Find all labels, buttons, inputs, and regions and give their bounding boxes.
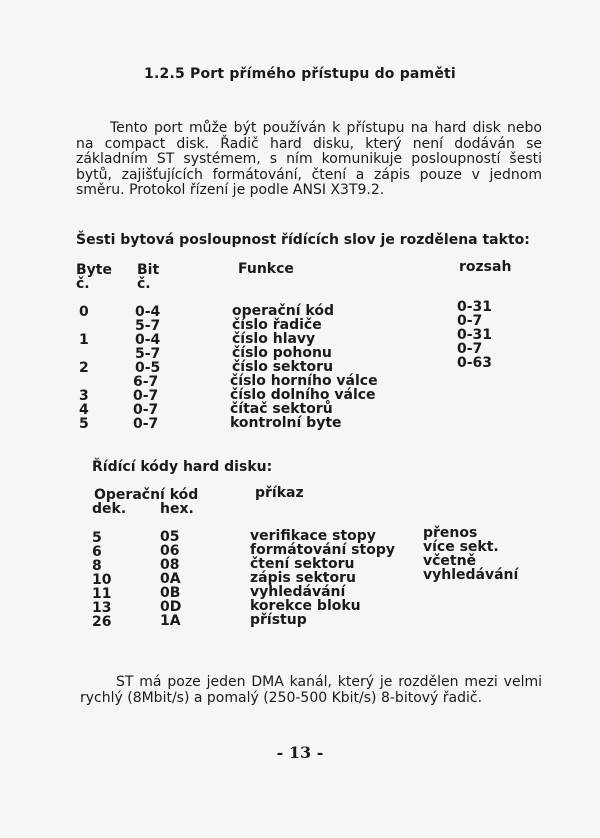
table-cell-dek: 10 (92, 572, 112, 588)
table-cell-funkce: číslo řadiče (232, 317, 322, 333)
table-cell-bit: 0-5 (135, 360, 161, 376)
table-cell-prikaz: verifikace stopy (250, 528, 376, 544)
header-byte: Byte (76, 262, 112, 278)
header-bit: Bit (137, 262, 160, 278)
table1-intro: Šesti bytová posloupnost řídících slov je rozdělena takto: (76, 232, 530, 248)
table-cell-hex: 08 (160, 557, 180, 573)
table-cell-prikaz: vyhledávání (250, 584, 346, 600)
table-cell-prikaz: korekce bloku (250, 598, 361, 614)
table-cell-poznamka: včetně (423, 553, 477, 569)
table-cell-dek: 6 (92, 544, 102, 560)
table-cell-hex: 06 (160, 543, 180, 559)
table-cell-bit: 0-7 (133, 388, 159, 404)
table-cell-byte: 2 (79, 360, 89, 376)
table-cell-funkce: čítač sektorů (230, 401, 333, 417)
header-prikaz: příkaz (255, 485, 304, 501)
page-number: - 13 - (276, 743, 324, 762)
table-cell-rozsah: 0-31 (457, 327, 493, 343)
table-cell-bit: 0-7 (133, 402, 159, 418)
header-funkce: Funkce (238, 261, 294, 277)
table-cell-funkce: číslo pohonu (232, 345, 332, 361)
header-opkod: Operační kód (94, 487, 199, 503)
header-bit-sub: č. (137, 276, 151, 292)
table2-intro: Řídící kódy hard disku: (92, 459, 273, 475)
table-cell-poznamka: více sekt. (423, 539, 499, 555)
table-cell-bit: 0-4 (135, 332, 161, 348)
table-cell-dek: 26 (92, 614, 112, 630)
table-cell-funkce: operační kód (232, 303, 334, 319)
table-cell-funkce: kontrolní byte (230, 415, 342, 431)
table-cell-bit: 5-7 (135, 318, 161, 334)
table-cell-prikaz: přístup (250, 612, 307, 628)
intro-paragraph-text: Tento port může být používán k přístupu na hard disk nebo na compact disk. Řadič hard disku, který není dodáván se základním ST systémem, s ním komunikuje posloupností šesti bytů, zajišťujících formátování, čtení a zápis pouze v jednom směru. Protokol řízení je podle ANSI X3T9.2. (76, 120, 542, 198)
header-rozsah: rozsah (459, 259, 512, 275)
closing-paragraph-text: ST má poze jeden DMA kanál, který je rozdělen mezi velmi rychlý (8Mbit/s) a pomalý (250-500 Kbit/s) 8-bitový řadič. (80, 674, 542, 706)
table-cell-rozsah: 0-7 (457, 313, 483, 329)
table-cell-funkce: číslo hlavy (232, 331, 316, 347)
table-cell-rozsah: 0-31 (457, 299, 493, 315)
table-cell-rozsah: 0-7 (457, 341, 483, 357)
table-cell-dek: 8 (92, 558, 102, 574)
table-cell-prikaz: čtení sektoru (250, 556, 355, 572)
table-cell-poznamka: přenos (423, 525, 478, 541)
table-cell-funkce: číslo dolního válce (230, 387, 376, 403)
table-cell-hex: 0A (160, 571, 181, 587)
table-cell-rozsah: 0-63 (457, 355, 493, 371)
table-cell-byte: 5 (79, 416, 89, 432)
table-cell-hex: 05 (160, 529, 180, 545)
table-cell-byte: 1 (79, 332, 89, 348)
table-cell-byte: 0 (79, 304, 89, 320)
table-cell-bit: 0-4 (135, 304, 161, 320)
table-cell-dek: 11 (92, 586, 112, 602)
table-cell-hex: 1A (160, 613, 181, 629)
table-cell-prikaz: formátování stopy (250, 542, 395, 558)
table-cell-funkce: číslo horního válce (230, 373, 378, 389)
table-cell-byte: 3 (79, 388, 89, 404)
table-cell-dek: 5 (92, 530, 102, 546)
header-hex: hex. (160, 501, 194, 517)
closing-paragraph (80, 675, 542, 706)
table-cell-funkce: číslo sektoru (232, 359, 334, 375)
table-cell-hex: 0B (160, 585, 181, 601)
table-cell-hex: 0D (160, 599, 182, 615)
section-heading: 1.2.5 Port přímého přístupu do paměti (144, 66, 456, 82)
table-cell-dek: 13 (92, 600, 112, 616)
table-cell-byte: 4 (79, 402, 89, 418)
table-cell-bit: 6-7 (133, 374, 159, 390)
table-cell-bit: 0-7 (133, 416, 159, 432)
table-cell-poznamka: vyhledávání (423, 567, 519, 583)
header-byte-sub: č. (76, 276, 90, 292)
table-cell-prikaz: zápis sektoru (250, 570, 356, 586)
header-dek: dek. (92, 501, 127, 517)
table-cell-bit: 5-7 (135, 346, 161, 362)
